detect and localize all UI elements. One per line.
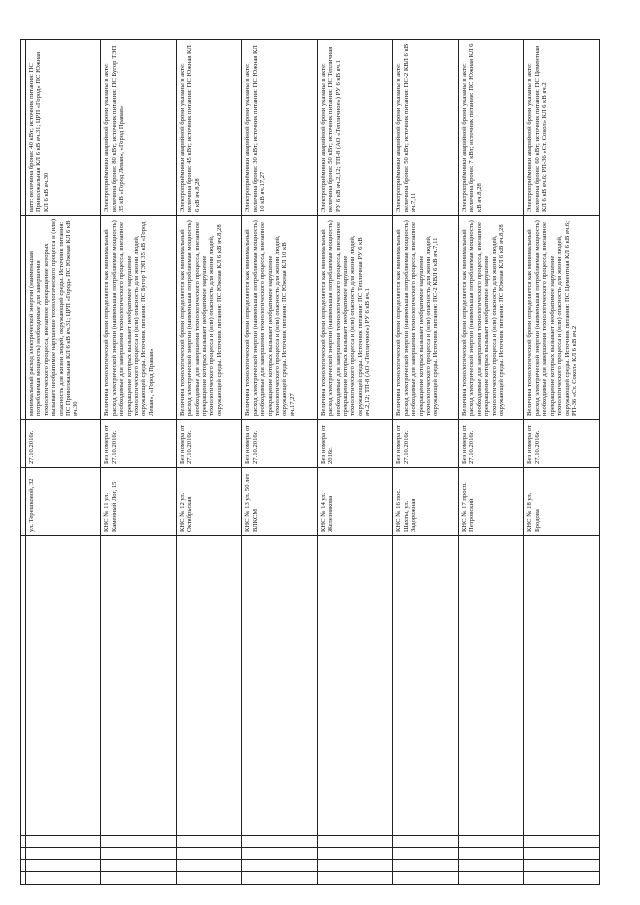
emergency-reserve-cell: Электроприёмники аварийной брони указаны в акте: величина брони: 50 кВт; источник питания: ПС-2 КВЛ 6 кВ яч.7,11	[393, 40, 459, 216]
tech-reserve-cell: Величина технологической брони определяется как минимальный расход электрической энергии (наименьшая потребляемая мощность) необходимые для завершения технологического процесса, внезапное прекращение которых вызывает необратимое нарушение технологического процесса и (или) опасность для жизни людей, окружающей среды. Источник питания: ПС Тепличная РУ 6 кВ яч.2,12; ТП-8 (АО «Тепличное») РУ 6 кВ яч.1	[317, 216, 392, 420]
object-name-cell: ул. Терешковой, 32	[26, 468, 101, 536]
blank-cell	[317, 836, 392, 848]
blank-cell	[524, 836, 600, 848]
table-row	[317, 40, 392, 885]
emergency-reserve-cell: Электроприёмники аварийной брони указаны в акте: величина брони: 50 кВт; источник питания: ПС Тепличная РУ 6 кВ яч.2,12; ТП-8 (АО «Тепличное») РУ 6 кВ яч.1	[317, 40, 392, 216]
blank-cell	[393, 860, 459, 872]
blank-cell	[458, 872, 524, 885]
blank-cell	[242, 848, 317, 860]
blank-cell	[101, 848, 176, 860]
blank-cell	[317, 848, 392, 860]
tech-reserve-cell: Величина технологической брони определяется как минимальный расход электрической энергии (наименьшая потребляемая мощность) необходимые для завершения технологического процесса, внезапное прекращение которых вызывает необратимое нарушение технологического процесса и (или) опасность для жизни людей, окружающей среды. Источник питания: ПС Бугор ТЭП 35 кВ «Город Левая», «Город Правая»	[101, 216, 176, 420]
blank-cell	[524, 860, 600, 872]
blank-cell	[176, 836, 242, 848]
table-row	[242, 40, 317, 885]
blank-cell	[317, 872, 392, 885]
emergency-reserve-cell: Электроприёмники аварийной брони указаны в акте: величина брони: 60 кВт; источник питания: ПС Цементная КЛ 6 кВ яч.6; РП-36 «Ст. Сокол» КЛ 6 кВ яч.2	[524, 40, 600, 216]
blank-cell	[176, 872, 242, 885]
object-name-cell: КНС № 13 ул. 50 лет ВЛКСМ	[242, 468, 317, 536]
object-name-cell: КНС № 16 пос. Шахты, ул. Задорожная	[393, 468, 459, 536]
blank-cell	[393, 872, 459, 885]
act-date-cell: Без номера от 27.10.2016г.	[524, 420, 600, 468]
blank-cell	[176, 536, 242, 836]
object-name-cell: КНС № 12 ул. Октябрьская	[176, 468, 242, 536]
blank-cell	[26, 860, 101, 872]
object-name-cell: КНС № 14 ул. Железнякова	[317, 468, 392, 536]
power-reserve-table	[20, 39, 600, 885]
tech-reserve-cell: Величина технологической брони определяется как минимальный расход электрической энергии (наименьшая потребляемая мощность) необходимые для завершения технологического процесса, внезапное прекращение которых вызывает необратимое нарушение технологического процесса и (или) опасность для жизни людей, окружающей среды. Источник питания: ПС Южная КЛ 6 кВ яч.8,28	[458, 216, 524, 420]
act-date-cell: Без номера от 27.10.2016г.	[101, 420, 176, 468]
rotated-table-wrapper	[20, 40, 600, 885]
blank-cell	[458, 536, 524, 836]
blank-cell	[458, 848, 524, 860]
blank-cell	[26, 536, 101, 836]
emergency-reserve-cell: Электроприёмники аварийной брони указаны в акте: величина брони: 30 кВт; источник питания: ПС Южная КЛ 10 кВ яч.17,27	[242, 40, 317, 216]
blank-cell	[242, 836, 317, 848]
table-row	[458, 40, 524, 885]
emergency-reserve-cell: Электроприёмники аварийной брони указаны в акте: величина брони: 7 кВт; источник питания: ПС Южная КЛ 6 кВ яч.8,28	[458, 40, 524, 216]
blank-cell	[176, 848, 242, 860]
act-date-cell: 27.10.2016г.	[26, 420, 101, 468]
object-name-cell: КНС № 18 ул. Бродова	[524, 468, 600, 536]
blank-cell	[242, 872, 317, 885]
blank-cell	[393, 836, 459, 848]
blank-cell	[524, 872, 600, 885]
emergency-reserve-cell: Электроприёмники аварийной брони указаны в акте: величина брони: 45 кВт; источник питания: ПС Южная КЛ 6 кВ яч.8,28	[176, 40, 242, 216]
tech-reserve-cell: Величина технологической брони определяется как минимальный расход электрической энергии (наименьшая потребляемая мощность) необходимые для завершения технологического процесса, внезапное прекращение которых вызывает необратимое нарушение технологического процесса и (или) опасность для жизни людей, окружающей среды. Источник питания: ПС-2 КВЛ 6 кВ яч.7,11	[393, 216, 459, 420]
blank-cell	[317, 536, 392, 836]
table-body	[21, 40, 600, 885]
blank-cell	[176, 860, 242, 872]
table-row	[26, 40, 101, 885]
emergency-reserve-cell: Электроприёмники аварийной брони указаны в акте: величина брони: 80 кВт; источник питания: ПС Бугор ТЭП 35 кВ «Город Левая», «Город Правая»	[101, 40, 176, 216]
tech-reserve-cell: Величина технологической брони определяется как минимальный расход электрической энергии (наименьшая потребляемая мощность) необходимые для завершения технологического процесса, внезапное прекращение которых вызывает необратимое нарушение технологического процесса и (или) опасность для жизни людей, окружающей среды. Источник питания: ПС Цементная КЛ 6 кВ яч.6; РП-36 «Ст. Сокол» КЛ 6 кВ яч.2	[524, 216, 600, 420]
act-date-cell: Без номера от 27.10.2016г.	[242, 420, 317, 468]
act-date-cell: Без номера от 27.10.2016г.	[458, 420, 524, 468]
blank-cell	[524, 848, 600, 860]
table-row	[176, 40, 242, 885]
blank-cell	[101, 872, 176, 885]
tech-reserve-cell: Величина технологической брони определяется как минимальный расход электрической энергии (наименьшая потребляемая мощность) необходимые для завершения технологического процесса, внезапное прекращение которых вызывает необратимое нарушение технологического процесса и (или) опасность для жизни людей, окружающей среды. Источник питания: ПС Южная КЛ 10 кВ яч.17,27	[242, 216, 317, 420]
blank-cell	[101, 536, 176, 836]
object-name-cell: КНС № 17 просп. Петровский	[458, 468, 524, 536]
blank-cell	[458, 836, 524, 848]
blank-cell	[26, 836, 101, 848]
act-date-cell: Без номера от 2016г.	[317, 420, 392, 468]
blank-cell	[317, 860, 392, 872]
tech-reserve-cell: Величина технологической брони определяется как минимальный расход электрической энергии (наименьшая потребляемая мощность) необходимые для завершения технологического процесса, внезапное прекращение которых вызывает необратимое нарушение технологического процесса и (или) опасность для жизни людей, окружающей среды. Источник питания: ПС Южная КЛ 6 кВ яч.8,28	[176, 216, 242, 420]
blank-cell	[101, 836, 176, 848]
blank-cell	[524, 536, 600, 836]
blank-cell	[393, 536, 459, 836]
blank-cell	[242, 860, 317, 872]
blank-cell	[101, 860, 176, 872]
blank-cell	[242, 536, 317, 836]
emergency-reserve-cell: ватт: величина брони: 40 кВт; источник питания: ПС Приволжальная КЛ 6 кВ яч.31; ЦРП «Город» ПС Южная КЛ 6 кВ яч.30	[26, 40, 101, 216]
blank-cell	[458, 860, 524, 872]
blank-cell	[393, 848, 459, 860]
tech-reserve-cell: минимальный расход электрической энергии (наименьшая потребляемая мощность) необходимые для завершения технологического процесса, внезапное прекращение которых вызывает необратимое нарушение технологического процесса и (или) опасность для жизни людей, окружающей среды. Источник питания: ПС Приволжальная КЛ 6 кВ яч.31; ЦРП «Город» ПС Южная КЛ 6 кВ яч.30	[26, 216, 101, 420]
act-date-cell: Без номера от 27.10.2016г.	[393, 420, 459, 468]
table-row	[524, 40, 600, 885]
table-row	[101, 40, 176, 885]
blank-cell	[26, 872, 101, 885]
act-date-cell: Без номера от 27.10.2016г.	[176, 420, 242, 468]
object-name-cell: КНС № 11 ул. Каменный Лог, 15	[101, 468, 176, 536]
table-row	[393, 40, 459, 885]
blank-cell	[26, 848, 101, 860]
